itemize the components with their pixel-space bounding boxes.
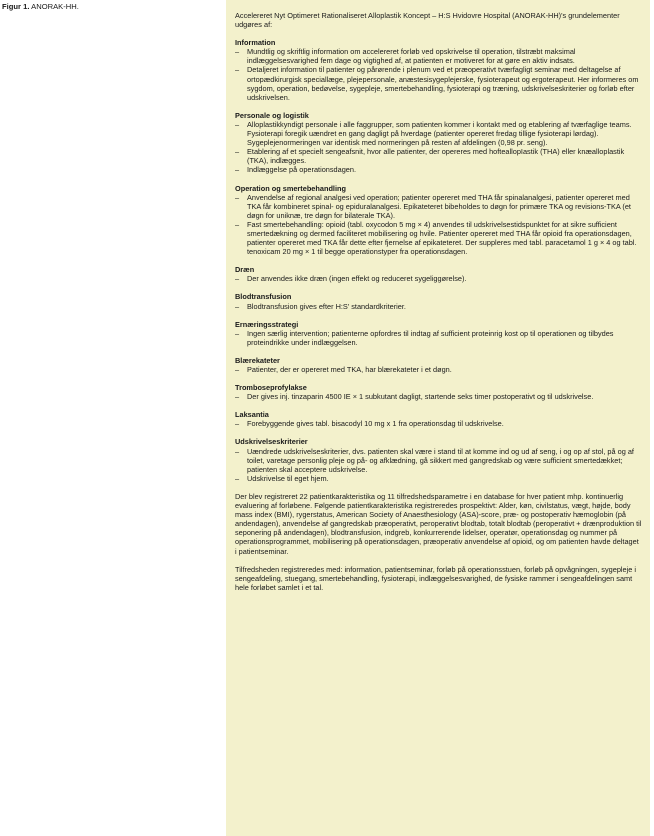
section bbox=[235, 265, 642, 283]
list-item: – Udskrivelse til eget hjem. bbox=[235, 474, 642, 483]
section-list bbox=[235, 302, 642, 311]
section bbox=[235, 437, 642, 482]
section bbox=[235, 292, 642, 310]
section bbox=[235, 383, 642, 401]
sections-container bbox=[235, 38, 642, 483]
list-item: – Etablering af et specielt sengeafsnit, hvor alle patienter, der opereres med hofteallopIastik (THA) eller knæalloplastik (TKA), indlægges. bbox=[235, 147, 642, 165]
section-heading: Personale og logistik bbox=[235, 110, 309, 120]
section-heading: Ernæringsstrategi bbox=[235, 319, 299, 329]
list-item: – Der gives inj. tinzaparin 4500 IE × 1 subkutant dagligt, startende seks timer postoperativt og til udskrivelse. bbox=[235, 392, 642, 401]
section-list bbox=[235, 47, 642, 102]
section-list bbox=[235, 274, 642, 283]
closing-satisfaction: Tilfredsheden registreredes med: information, patientseminar, forløb på operationsstuen, forløb på opvågningen, sygepleje i sengeafdeling, stuegang, smertebehandling, fysioterapi, indlæggelsesvarighed, de fysiske rammer i sengeafdelingen samt hele forløbet samlet i et tal. bbox=[235, 564, 637, 592]
figure-label: Figur 1. bbox=[2, 2, 30, 11]
list-item: – Fast smertebehandling: opioid (tabl. oxycodon 5 mg × 4) anvendes til udskrivelsestidspunktet for at sikre sufficient smertedækning og dermed faciliteret mobilisering og hvile. Patienter opereret med THA får opioid fra operationsdagen, patienter opereret med TKA får dette efter fjernelse af epikateteret. Der suppleres med tabl. paracetamol 1 g × 4 og tabl. tenoxicam 20 mg × 1 til begge operationstyper fra operationsdagen. bbox=[235, 220, 642, 256]
section bbox=[235, 410, 642, 428]
section-heading: Udskrivelseskriterier bbox=[235, 437, 308, 447]
list-item: – Indlæggelse på operationsdagen. bbox=[235, 165, 642, 174]
section-heading: Operation og smertebehandling bbox=[235, 183, 346, 193]
section-list bbox=[235, 447, 642, 483]
section-heading: Blærekateter bbox=[235, 355, 280, 365]
figure-caption bbox=[2, 2, 79, 11]
section bbox=[235, 38, 642, 102]
list-item: – Blodtransfusion gives efter H:S' standardkriterier. bbox=[235, 302, 642, 311]
list-item: – Forebyggende gives tabl. bisacodyl 10 mg x 1 fra operationsdag til udskrivelse. bbox=[235, 419, 642, 428]
list-item: – Alloplastikkyndigt personale i alle faggrupper, som patienten kommer i kontakt med og etablering af tværfaglige teams. Fysioterapi foregik uændret en gang dagligt på hverdage (patienter opereret fredag tillige fysioterapi lørdag). Sygeplejenormeringen var identisk med normeringen på resten af afdelingen (0,98 pr. seng). bbox=[235, 120, 642, 147]
list-item: – Detaljeret information til patienter og pårørende i plenum ved et præoperativt tværfagligt seminar med deltagelse af ortopædkirurgisk speciallæge, plejepersonale, anæstesisygeplejerske, fysioterapeut og ergoterapeut. Her informeres om sygdom, operation, bedøvelse, sygepleje, smertebehandling, fysioterapi og træning, udskrivelseskriterier og forløb efter udskrivelsen. bbox=[235, 65, 642, 101]
section-heading: Blodtransfusion bbox=[235, 292, 292, 302]
section-list bbox=[235, 419, 642, 428]
section-list bbox=[235, 120, 642, 175]
section bbox=[235, 320, 642, 347]
section-heading: Information bbox=[235, 38, 276, 48]
intro-text: Accelereret Nyt Optimeret Rationaliseret Alloplastik Koncept – H:S Hvidovre Hospital (ANORAK-HH)'s grundelementer udgøres af: bbox=[235, 11, 620, 30]
list-item: – Patienter, der er opereret med TKA, har blærekateter i et døgn. bbox=[235, 365, 642, 374]
section-heading: Laksantia bbox=[235, 410, 269, 420]
section-list bbox=[235, 193, 642, 257]
list-item: – Ingen særlig intervention; patienterne opfordres til indtag af sufficient proteinrig kost op til operationen og tilbydes proteindrikke under indlæggelsen. bbox=[235, 329, 642, 347]
section-heading: Tromboseprofylakse bbox=[235, 383, 307, 393]
section bbox=[235, 184, 642, 257]
content-box bbox=[226, 0, 650, 836]
list-item: – Anvendelse af regional analgesi ved operation; patienter opereret med THA får spinalanalgesi, patienter opereret med TKA får kombineret spinal- og epiduralanalgesi. Epikateteret bibeholdes to døgn for primære TKA og revisions-TKA (et døgn for uniknæ, tre døgn for bilaterale TKA). bbox=[235, 193, 642, 220]
section bbox=[235, 356, 642, 374]
list-item: – Uændrede udskrivelseskriterier, dvs. patienten skal være i stand til at komme ind og ud af seng, i og op af stol, på og af toilet, varetage personlig pleje og på- og afklædning, gå sikkert med gangredskab og være sufficient smertedækket; patienten skal acceptere udskrivelse. bbox=[235, 447, 642, 474]
list-item: – Mundtlig og skriftlig information om accelereret forløb ved opskrivelse til operation, tilstræbt maksimal indlæggelsesvarighed fem dage og vigtighed af, at patienten er motiveret for at gøre en aktiv indsats. bbox=[235, 47, 642, 65]
section-list bbox=[235, 392, 642, 401]
section-heading: Dræn bbox=[235, 265, 255, 275]
section-list bbox=[235, 365, 642, 374]
closing-registration: Der blev registreret 22 patientkarakteristika og 11 tilfredshedsparametre i en database for hver patient mhp. kontinuerlig evaluering af forløbene. Følgende patientkarakteristika registreredes prospektivt: Alder, køn, civilstatus, vægt, højde, body mass index (BMI), rygerstatus, American Society of Anaesthesiology (ASA)-score, præ- og postoperativ hæmoglobin (på andendagen), anvendelse af gangredskab præoperativt, peroperativt blodtab, totalt blodtab (peroperativt + drænproduktion til seponering på andendagen), blodtransfusion, indgreb, konkurrerende lidelser, operatør, operationsdag og nummer på operationsprogrammet, mobilisering på operationsdagen, præoperativ anvendelse af opioid, og om patienten havde deltaget i patientseminar. bbox=[235, 491, 642, 556]
section-list bbox=[235, 329, 642, 347]
section bbox=[235, 111, 642, 175]
figure-title: ANORAK-HH. bbox=[31, 2, 79, 11]
list-item: – Der anvendes ikke dræn (ingen effekt og reduceret sygeliggørelse). bbox=[235, 274, 642, 283]
